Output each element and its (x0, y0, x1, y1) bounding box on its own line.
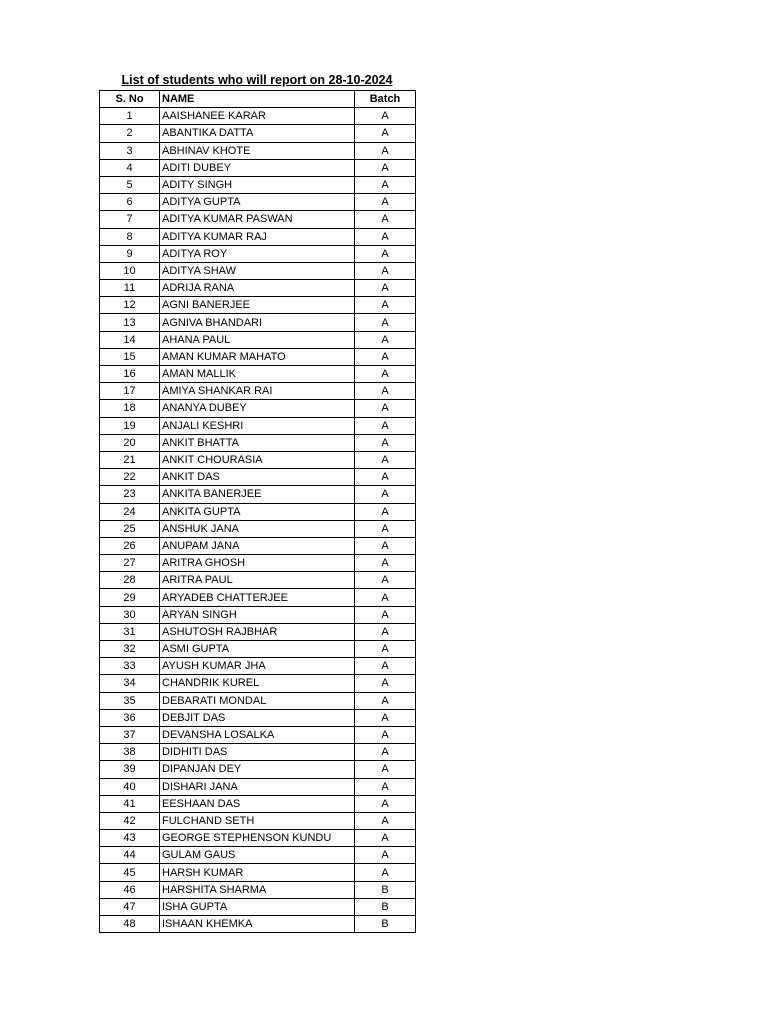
table-row (100, 761, 416, 778)
cell-sno: 24 (100, 503, 160, 520)
cell-sno: 38 (100, 744, 160, 761)
cell-name: ISHA GUPTA (160, 898, 355, 915)
table-row (100, 555, 416, 572)
cell-name: ASMI GUPTA (160, 641, 355, 658)
table-row (100, 623, 416, 640)
cell-name: AMAN KUMAR MAHATO (160, 348, 355, 365)
cell-batch: A (355, 142, 416, 159)
document-title: List of students who will report on 28-10-2024 (121, 73, 393, 87)
cell-name: DEVANSHA LOSALKA (160, 726, 355, 743)
table-row (100, 916, 416, 933)
cell-name: HARSH KUMAR (160, 864, 355, 881)
cell-sno: 13 (100, 314, 160, 331)
cell-name: ARYAN SINGH (160, 606, 355, 623)
cell-name: CHANDRIK KUREL (160, 675, 355, 692)
cell-sno: 18 (100, 400, 160, 417)
cell-name: ANKIT DAS (160, 469, 355, 486)
cell-name: ANJALI KESHRI (160, 417, 355, 434)
cell-batch: A (355, 262, 416, 279)
cell-sno: 16 (100, 366, 160, 383)
cell-sno: 15 (100, 348, 160, 365)
table-row (100, 847, 416, 864)
table-row (100, 606, 416, 623)
cell-sno: 44 (100, 847, 160, 864)
table-header-row (100, 91, 416, 108)
table-row (100, 228, 416, 245)
cell-name: ABANTIKA DATTA (160, 125, 355, 142)
cell-name: AHANA PAUL (160, 331, 355, 348)
cell-batch: A (355, 314, 416, 331)
cell-sno: 25 (100, 520, 160, 537)
table-row (100, 830, 416, 847)
cell-sno: 36 (100, 709, 160, 726)
cell-sno: 23 (100, 486, 160, 503)
cell-sno: 35 (100, 692, 160, 709)
table-row (100, 383, 416, 400)
cell-batch: A (355, 400, 416, 417)
cell-sno: 43 (100, 830, 160, 847)
table-row (100, 280, 416, 297)
cell-batch: A (355, 125, 416, 142)
cell-sno: 28 (100, 572, 160, 589)
cell-sno: 20 (100, 434, 160, 451)
cell-sno: 14 (100, 331, 160, 348)
cell-batch: A (355, 658, 416, 675)
cell-name: DEBARATI MONDAL (160, 692, 355, 709)
cell-name: ADITYA ROY (160, 245, 355, 262)
cell-sno: 48 (100, 916, 160, 933)
cell-batch: A (355, 812, 416, 829)
cell-batch: A (355, 795, 416, 812)
cell-sno: 32 (100, 641, 160, 658)
cell-name: AAISHANEE KARAR (160, 108, 355, 125)
cell-batch: A (355, 297, 416, 314)
cell-batch: B (355, 881, 416, 898)
cell-sno: 22 (100, 469, 160, 486)
table-row (100, 898, 416, 915)
cell-name: HARSHITA SHARMA (160, 881, 355, 898)
table-row (100, 297, 416, 314)
cell-name: ANUPAM JANA (160, 537, 355, 554)
table-row (100, 675, 416, 692)
cell-batch: A (355, 245, 416, 262)
cell-batch: A (355, 451, 416, 468)
cell-batch: A (355, 830, 416, 847)
student-table (99, 90, 416, 933)
cell-batch: A (355, 864, 416, 881)
cell-name: ABHINAV KHOTE (160, 142, 355, 159)
cell-sno: 34 (100, 675, 160, 692)
cell-name: ADITYA GUPTA (160, 194, 355, 211)
cell-batch: B (355, 916, 416, 933)
cell-name: AGNIVA BHANDARI (160, 314, 355, 331)
cell-sno: 6 (100, 194, 160, 211)
cell-batch: A (355, 280, 416, 297)
cell-sno: 39 (100, 761, 160, 778)
cell-sno: 5 (100, 176, 160, 193)
cell-batch: A (355, 761, 416, 778)
cell-name: ADRIJA RANA (160, 280, 355, 297)
cell-name: AMIYA SHANKAR RAI (160, 383, 355, 400)
cell-batch: A (355, 744, 416, 761)
cell-sno: 29 (100, 589, 160, 606)
table-row (100, 434, 416, 451)
cell-sno: 42 (100, 812, 160, 829)
cell-batch: A (355, 503, 416, 520)
cell-batch: A (355, 108, 416, 125)
cell-batch: A (355, 486, 416, 503)
table-row (100, 194, 416, 211)
table-row (100, 314, 416, 331)
cell-name: ADITYA KUMAR RAJ (160, 228, 355, 245)
cell-name: ARITRA PAUL (160, 572, 355, 589)
table-row (100, 348, 416, 365)
cell-sno: 33 (100, 658, 160, 675)
cell-batch: A (355, 383, 416, 400)
header-name: NAME (160, 91, 355, 108)
cell-name: AMAN MALLIK (160, 366, 355, 383)
table-row (100, 417, 416, 434)
table-row (100, 572, 416, 589)
cell-name: ADITY SINGH (160, 176, 355, 193)
cell-batch: A (355, 555, 416, 572)
cell-sno: 4 (100, 159, 160, 176)
cell-name: ADITYA KUMAR PASWAN (160, 211, 355, 228)
cell-batch: A (355, 194, 416, 211)
cell-sno: 1 (100, 108, 160, 125)
table-row (100, 262, 416, 279)
cell-batch: A (355, 417, 416, 434)
cell-sno: 9 (100, 245, 160, 262)
cell-name: ANKITA BANERJEE (160, 486, 355, 503)
cell-name: DEBJIT DAS (160, 709, 355, 726)
cell-sno: 17 (100, 383, 160, 400)
cell-sno: 30 (100, 606, 160, 623)
cell-name: ARITRA GHOSH (160, 555, 355, 572)
table-row (100, 176, 416, 193)
cell-sno: 46 (100, 881, 160, 898)
cell-name: ARYADEB CHATTERJEE (160, 589, 355, 606)
cell-name: EESHAAN DAS (160, 795, 355, 812)
cell-batch: B (355, 898, 416, 915)
cell-name: DIDHITI DAS (160, 744, 355, 761)
table-row (100, 864, 416, 881)
cell-name: ASHUTOSH RAJBHAR (160, 623, 355, 640)
cell-name: ISHAAN KHEMKA (160, 916, 355, 933)
cell-sno: 7 (100, 211, 160, 228)
cell-name: GEORGE STEPHENSON KUNDU (160, 830, 355, 847)
table-row (100, 658, 416, 675)
table-row (100, 211, 416, 228)
cell-batch: A (355, 572, 416, 589)
cell-batch: A (355, 366, 416, 383)
cell-name: AGNI BANERJEE (160, 297, 355, 314)
cell-sno: 11 (100, 280, 160, 297)
table-row (100, 812, 416, 829)
cell-sno: 40 (100, 778, 160, 795)
cell-sno: 27 (100, 555, 160, 572)
table-row (100, 795, 416, 812)
cell-batch: A (355, 176, 416, 193)
cell-name: ADITI DUBEY (160, 159, 355, 176)
table-row (100, 125, 416, 142)
cell-sno: 31 (100, 623, 160, 640)
cell-batch: A (355, 623, 416, 640)
cell-batch: A (355, 589, 416, 606)
cell-sno: 12 (100, 297, 160, 314)
cell-name: ANSHUK JANA (160, 520, 355, 537)
header-batch: Batch (355, 91, 416, 108)
cell-batch: A (355, 778, 416, 795)
table-row (100, 589, 416, 606)
cell-batch: A (355, 537, 416, 554)
cell-batch: A (355, 228, 416, 245)
header-sno: S. No (100, 91, 160, 108)
table-row (100, 142, 416, 159)
cell-name: AYUSH KUMAR JHA (160, 658, 355, 675)
cell-name: ANKITA GUPTA (160, 503, 355, 520)
cell-batch: A (355, 726, 416, 743)
cell-batch: A (355, 434, 416, 451)
cell-sno: 21 (100, 451, 160, 468)
table-body (100, 108, 416, 933)
cell-sno: 10 (100, 262, 160, 279)
cell-name: GULAM GAUS (160, 847, 355, 864)
table-row (100, 451, 416, 468)
table-row (100, 331, 416, 348)
cell-sno: 47 (100, 898, 160, 915)
cell-batch: A (355, 709, 416, 726)
table-row (100, 108, 416, 125)
table-row (100, 400, 416, 417)
table-row (100, 641, 416, 658)
cell-sno: 19 (100, 417, 160, 434)
table-row (100, 159, 416, 176)
table-row (100, 778, 416, 795)
table-row (100, 692, 416, 709)
cell-name: ADITYA SHAW (160, 262, 355, 279)
cell-sno: 8 (100, 228, 160, 245)
cell-batch: A (355, 692, 416, 709)
table-row (100, 881, 416, 898)
cell-name: ANKIT BHATTA (160, 434, 355, 451)
cell-batch: A (355, 606, 416, 623)
cell-sno: 41 (100, 795, 160, 812)
cell-sno: 3 (100, 142, 160, 159)
cell-batch: A (355, 847, 416, 864)
table-row (100, 537, 416, 554)
cell-name: DIPANJAN DEY (160, 761, 355, 778)
table-row (100, 366, 416, 383)
table-row (100, 503, 416, 520)
cell-name: DISHARI JANA (160, 778, 355, 795)
cell-sno: 26 (100, 537, 160, 554)
table-row (100, 744, 416, 761)
table-row (100, 245, 416, 262)
cell-name: ANKIT CHOURASIA (160, 451, 355, 468)
cell-batch: A (355, 159, 416, 176)
table-row (100, 709, 416, 726)
cell-batch: A (355, 520, 416, 537)
cell-batch: A (355, 331, 416, 348)
cell-batch: A (355, 641, 416, 658)
cell-sno: 2 (100, 125, 160, 142)
table-row (100, 469, 416, 486)
table-row (100, 486, 416, 503)
cell-batch: A (355, 211, 416, 228)
table-row (100, 520, 416, 537)
cell-name: ANANYA DUBEY (160, 400, 355, 417)
cell-batch: A (355, 675, 416, 692)
cell-name: FULCHAND SETH (160, 812, 355, 829)
cell-batch: A (355, 348, 416, 365)
cell-sno: 37 (100, 726, 160, 743)
table-row (100, 726, 416, 743)
cell-batch: A (355, 469, 416, 486)
cell-sno: 45 (100, 864, 160, 881)
